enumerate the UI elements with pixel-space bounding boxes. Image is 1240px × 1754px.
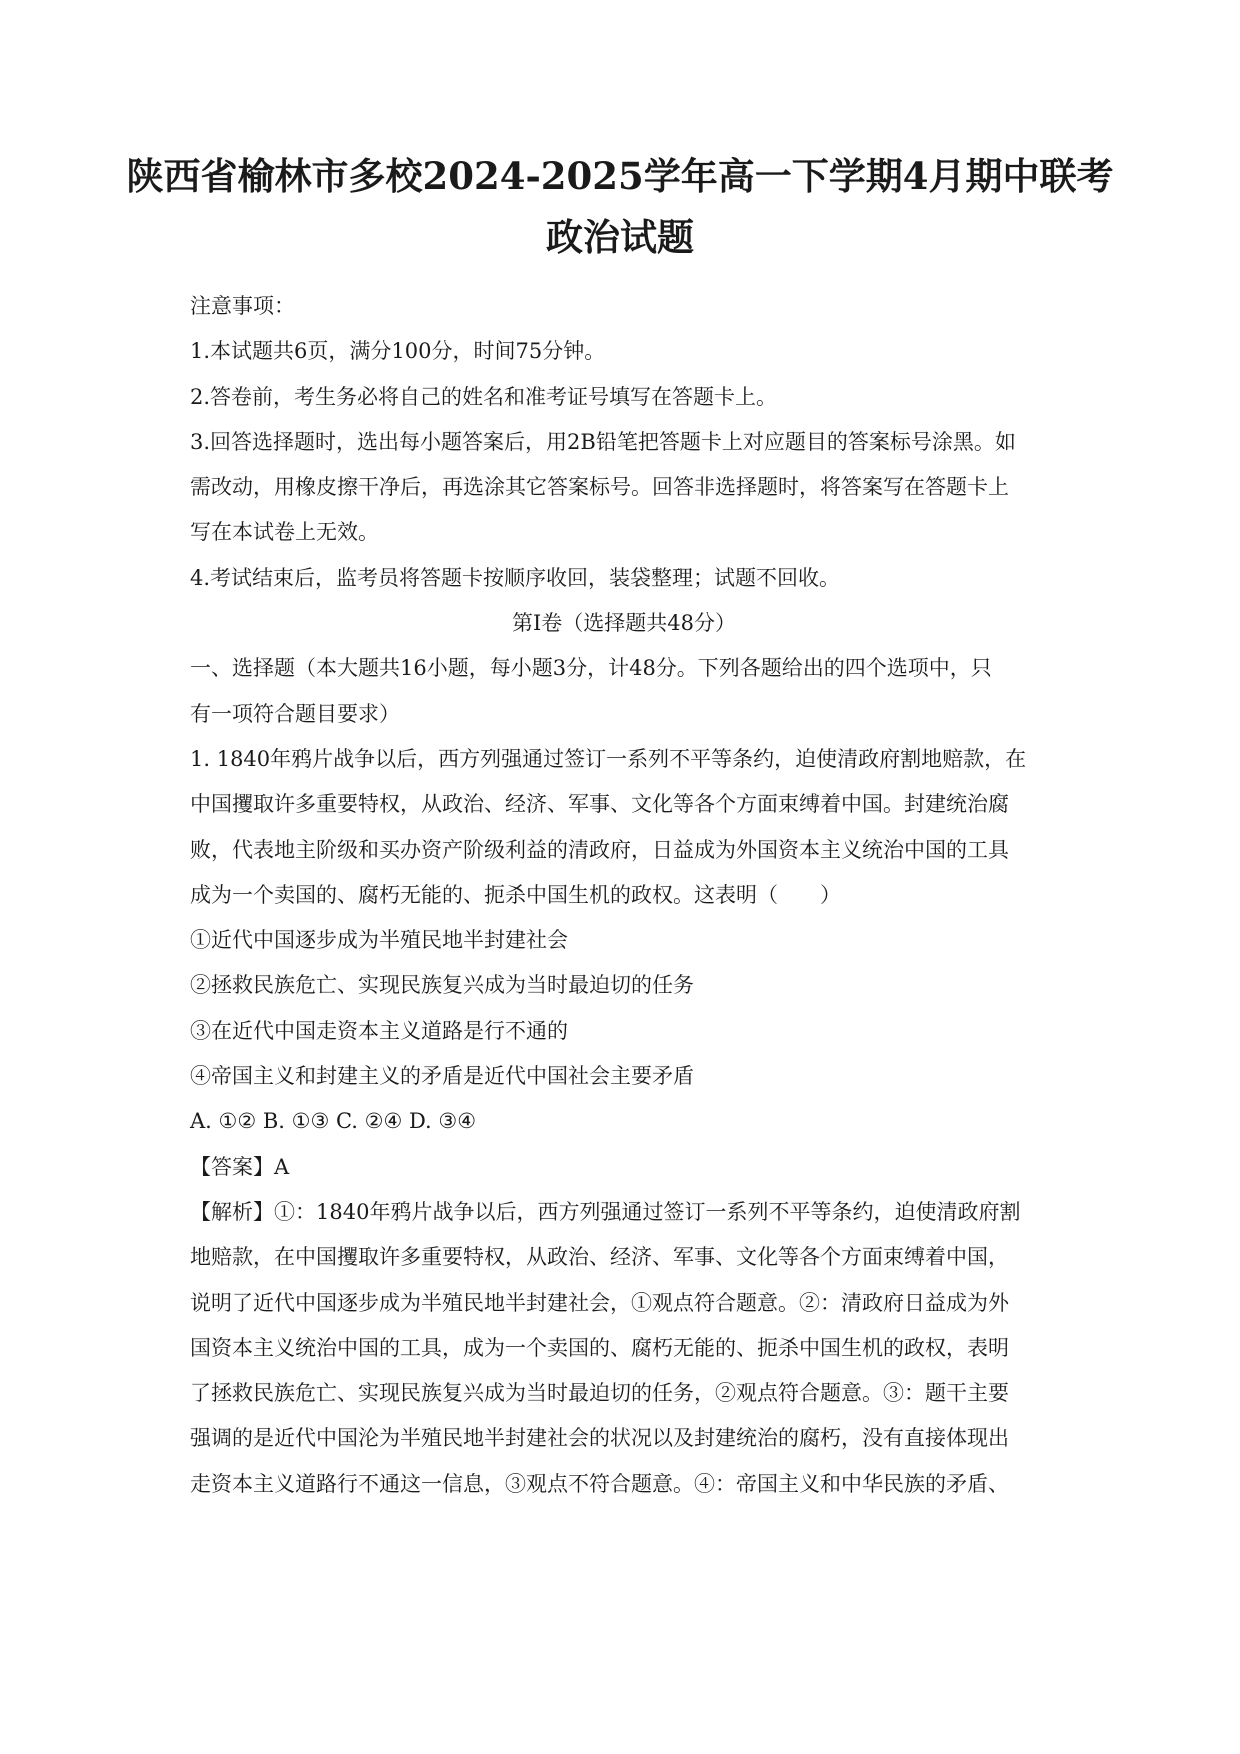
question-statement: ④帝国主义和封建主义的矛盾是近代中国社会主要矛盾 [190,1064,694,1089]
notice-line: 4.考试结束后，监考员将答题卡按顺序收回，装袋整理；试题不回收。 [190,565,841,590]
notice-line: 1.本试题共6页，满分100分，时间75分钟。 [190,339,606,364]
question-answer: 【答案】A [190,1154,290,1179]
page-title-line-2: 政治试题 [546,215,694,259]
question-options: A. ①② B. ①③ C. ②④ D. ③④ [190,1109,477,1134]
analysis-line: 强调的是近代中国沦为半殖民地半封建社会的状况以及封建统治的腐朽，没有直接体现出 [190,1426,1009,1451]
section-intro-line: 有一项符合题目要求） [190,701,400,726]
analysis-line: 地赔款，在中国攫取许多重要特权，从政治、经济、军事、文化等各个方面束缚着中国， [190,1245,1009,1270]
question-statement: ①近代中国逐步成为半殖民地半封建社会 [190,928,568,953]
question-stem-line: 败，代表地主阶级和买办资产阶级利益的清政府，日益成为外国资本主义统治中国的工具 [190,837,1009,862]
section-intro-line: 一、选择题（本大题共16小题，每小题3分，计48分。下列各题给出的四个选项中，只 [190,656,992,681]
section-title: 第Ⅰ卷（选择题共48分） [511,611,737,636]
notice-heading: 注意事项： [190,294,295,318]
page-title-line-1: 陕西省榆林市多校2024-2025学年高一下学期4月期中联考 [126,154,1114,198]
analysis-line: 走资本主义道路行不通这一信息，③观点不符合题意。④：帝国主义和中华民族的矛盾、 [190,1471,1009,1496]
notice-line: 需改动，用橡皮擦干净后，再选涂其它答案标号。回答非选择题时，将答案写在答题卡上 [190,475,1009,500]
exam-content [190,284,1058,1507]
question-statement: ③在近代中国走资本主义道路是行不通的 [190,1018,568,1043]
analysis-line: 说明了近代中国逐步成为半殖民地半封建社会，①观点符合题意。②：清政府日益成为外 [190,1290,1009,1315]
notice-line: 3.回答选择题时，选出每小题答案后，用2B铅笔把答题卡上对应题目的答案标号涂黑。如 [190,429,1016,454]
question-stem-line: 1. 1840年鸦片战争以后，西方列强通过签订一系列不平等条约，迫使清政府割地赔款，在 [190,746,1027,771]
question-statement: ②拯救民族危亡、实现民族复兴成为当时最迫切的任务 [190,973,694,998]
notice-line: 2.答卷前，考生务必将自己的姓名和准考证号填写在答题卡上。 [190,384,778,409]
analysis-line: 国资本主义统治中国的工具，成为一个卖国的、腐朽无能的、扼杀中国生机的政权，表明 [190,1335,1009,1360]
analysis-line: 了拯救民族危亡、实现民族复兴成为当时最迫切的任务，②观点符合题意。③：题干主要 [190,1381,1009,1406]
question-stem-line: 中国攫取许多重要特权，从政治、经济、军事、文化等各个方面束缚着中国。封建统治腐 [190,792,1009,817]
analysis-line: 【解析】①：1840年鸦片战争以后，西方列强通过签订一系列不平等条约，迫使清政府割 [190,1199,1021,1224]
notice-line: 写在本试卷上无效。 [190,520,379,545]
question-stem-line: 成为一个卖国的、腐朽无能的、扼杀中国生机的政权。这表明（ ） [190,882,841,907]
